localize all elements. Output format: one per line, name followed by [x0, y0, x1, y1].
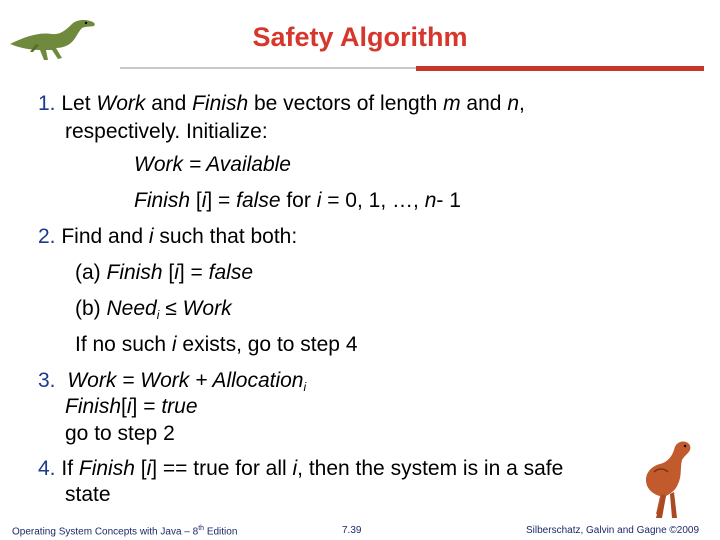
no-such-i-line: If no such i exists, go to step 4 — [75, 333, 358, 356]
step-1-continuation: respectively. Initialize: — [65, 120, 268, 143]
title-rule-gray — [120, 67, 416, 69]
title-rule-red — [416, 66, 704, 71]
step-3-line: 3. Work = Work + Allocation$_i$ — [38, 369, 307, 394]
work-init: Work = Available — [134, 153, 291, 176]
footer-authors: Silberschatz, Galvin and Gagne ©2009 — [526, 525, 700, 536]
footer-book-title: Operating System Concepts with Java – 8th Edition — [12, 525, 238, 538]
finish-true-line: Finish[i] = true — [65, 395, 198, 418]
condition-a: (a) Finish [i] = false — [75, 261, 254, 284]
step-4-line: 4. If Finish [i] == true for all i, then the system is in a safe — [38, 457, 564, 480]
step-1-line: 1. Let Work and Finish be vectors of length m and n, — [38, 92, 525, 115]
step-4-continuation: state — [65, 483, 111, 506]
step-2-line: 2. Find and i such that both: — [38, 225, 298, 248]
finish-init: Finish [i] = false for i = 0, 1, …, n- 1 — [134, 189, 461, 212]
dinosaur-corner-icon — [640, 438, 700, 520]
condition-b: (b) Need$_i$ ≤ Work — [75, 297, 232, 322]
slide-title: Safety Algorithm — [252, 22, 468, 52]
footer-slide-number: 7.39 — [342, 525, 362, 536]
goto-step-2-line: go to step 2 — [65, 422, 175, 445]
